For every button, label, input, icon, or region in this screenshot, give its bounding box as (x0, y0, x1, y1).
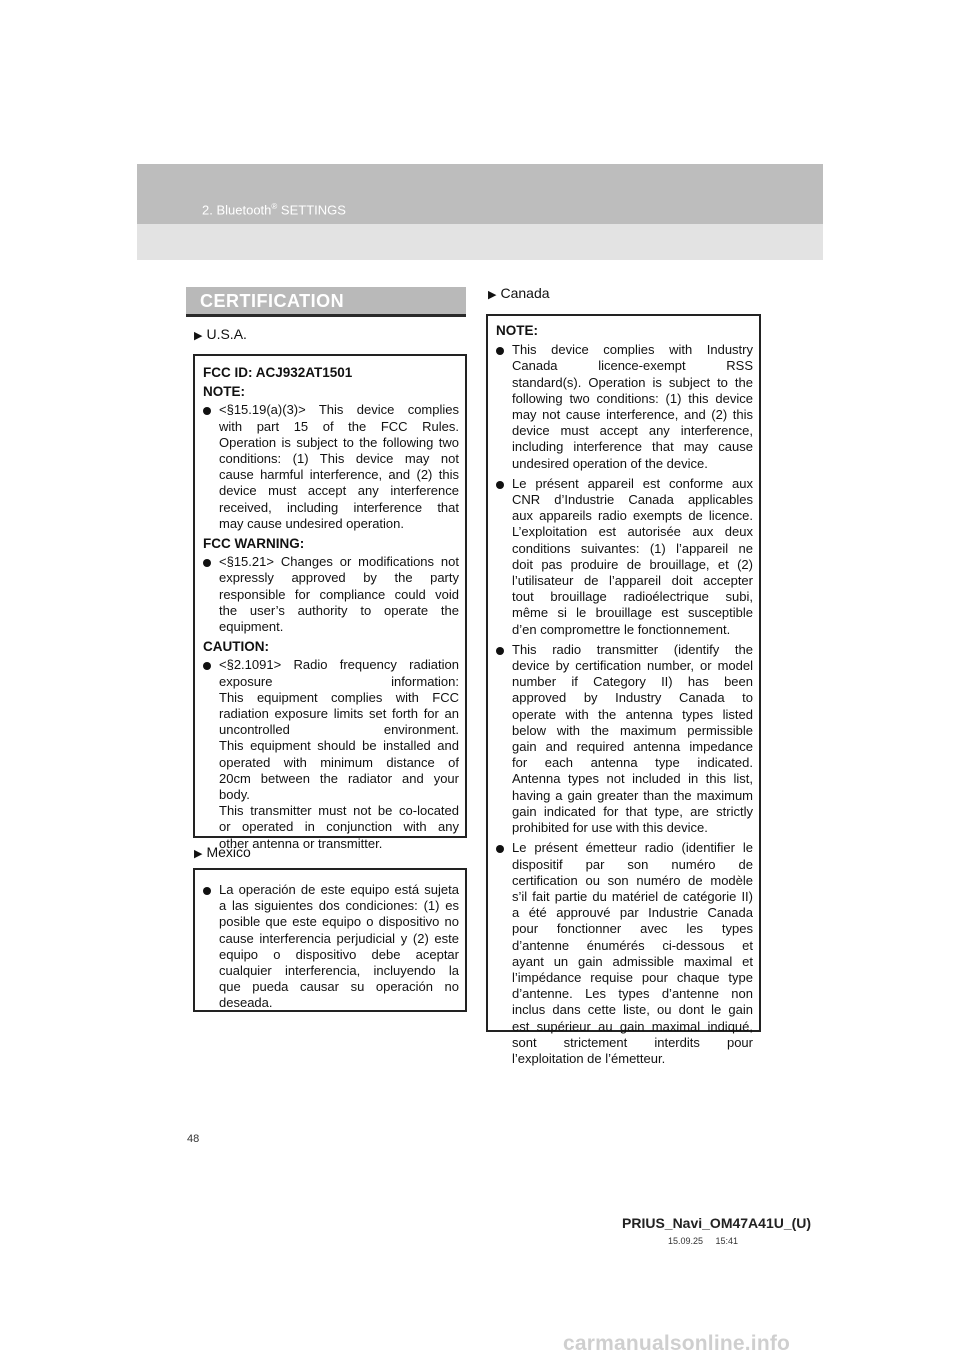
text-line: est supérieur au gain maximal indiqué, (512, 1018, 753, 1034)
text-line: the user’s authority to operate the (219, 602, 459, 618)
text-line: CNR d’Industrie Canada applicables (512, 492, 753, 508)
text-line: device must accept any interference (219, 483, 459, 499)
triangle-right-icon: ▶ (194, 330, 203, 342)
bullet-icon (496, 481, 504, 489)
bullet-icon (203, 662, 211, 670)
list-item (203, 882, 459, 1012)
text-line: a las siguientes dos condiciones: (1) es (219, 898, 459, 914)
bullet-icon (496, 647, 504, 655)
text-line: l’impédance requise pour chaque type (512, 969, 753, 985)
text-line: body. (219, 787, 250, 803)
text-line: prohibited for use with this device. (512, 820, 708, 836)
caution-label: CAUTION: (203, 639, 269, 655)
canada-items (496, 342, 753, 1067)
text-line: s’il fait partie du matériel de catégorie II) (512, 888, 753, 904)
list-item (203, 657, 459, 851)
bullet-icon (203, 887, 211, 895)
text-line: Le présent émetteur radio (identifier le (512, 840, 753, 856)
item-lines (219, 402, 459, 532)
text-line: number if Category II) has been (512, 674, 753, 690)
text-line: inclus dans cette liste, ou dont le gain (512, 1002, 753, 1018)
text-line: approved by Industry Canada to (512, 690, 753, 706)
triangle-right-icon: ▶ (488, 289, 497, 301)
text-line: que pueda causar su operación no (219, 979, 459, 995)
item-lines (219, 554, 459, 635)
text-line: <§15.21> Changes or modifications not (219, 554, 459, 570)
text-line: uncontrolled environment. (219, 722, 459, 738)
item-lines (512, 342, 753, 472)
chapter-title (202, 202, 346, 217)
region-heading-canada (488, 285, 550, 301)
text-line: This transmitter must not be co-located (219, 803, 459, 819)
bullet-icon (203, 559, 211, 567)
text-line: L’exploitation est autorisée aux deux (512, 524, 753, 540)
registered-mark: ® (271, 202, 278, 211)
text-line: certification ou son numéro de modèle (512, 872, 753, 888)
region-label: Mexico (206, 844, 251, 860)
text-line: l’exploitation de l’émetteur. (512, 1050, 666, 1066)
text-line: radiation exposure limits set forth for an (219, 706, 459, 722)
text-line: l’utilisateur de l’appareil doit accepter (512, 573, 753, 589)
chapter-suffix: SETTINGS (277, 202, 346, 218)
text-line: doit pas produire de brouillage, et (2) (512, 556, 753, 572)
timestamp: 15.09.25 15:41 (668, 1236, 739, 1246)
region-heading-usa (194, 326, 247, 342)
text-line: expressly approved by the party (219, 570, 459, 586)
text-line: Le présent appareil est conforme aux (512, 475, 753, 491)
section-title: CERTIFICATION (200, 291, 345, 311)
text-line: may cause undesired operation. (219, 515, 405, 531)
list-item (496, 342, 753, 472)
document-code: PRIUS_Navi_OM47A41U_(U) (622, 1215, 812, 1231)
item-lines (512, 642, 753, 836)
text-line: Operation is subject to the following two (219, 434, 459, 450)
text-line: undesired operation of the device. (512, 455, 708, 471)
triangle-right-icon: ▶ (194, 848, 203, 860)
text-line: received, including interference that (219, 499, 459, 515)
chapter-prefix: 2. Bluetooth (202, 202, 272, 218)
item-lines (219, 657, 459, 851)
usa-cert-box (193, 354, 467, 851)
item-lines (219, 882, 459, 1012)
text-line: This radio transmitter (identify the (512, 641, 753, 657)
item-lines (512, 476, 753, 638)
text-line: cause harmful interference, and (2) this (219, 467, 459, 483)
text-line: cause interferencia perjudicial y (2) este (219, 930, 459, 946)
mexico-cert-box (193, 868, 467, 1012)
text-line: gain indicated for that type, are strictly (512, 803, 753, 819)
text-line: tout brouillage radioélectrique subi, (512, 589, 753, 605)
text-line: including interference that may cause (512, 439, 753, 455)
text-line: for each antenna type indicated. (512, 755, 753, 771)
bullet-icon (496, 347, 504, 355)
text-line: exposure information: (219, 673, 459, 689)
bullet-icon (496, 845, 504, 853)
text-line: following two conditions: (1) this device (512, 390, 753, 406)
text-line: below with the maximum permissible (512, 722, 753, 738)
watermark: carmanualsonline.info (563, 1332, 791, 1355)
text-line: d’antenne énumérés ci-dessous et (512, 937, 753, 953)
text-line: Canada licence-exempt RSS (512, 358, 753, 374)
text-line: equipo o dispositivo debe aceptar (219, 946, 459, 962)
text-line: This equipment should be installed and (219, 738, 459, 754)
text-line: La operación de este equipo está sujeta (219, 882, 459, 897)
text-line: même si le brouillage est susceptible (512, 605, 753, 621)
text-line: device by certification number, or model (512, 658, 753, 674)
text-line: cualquier interferencia, incluyendo la (219, 963, 459, 979)
fcc-id-label: FCC ID: ACJ932AT1501 (203, 365, 353, 380)
text-line: standard(s). Operation is subject to the (512, 374, 753, 390)
list-item (203, 402, 459, 532)
text-line: This device complies with Industry (512, 342, 753, 358)
text-line: pour fonctionner avec les types (512, 921, 753, 937)
text-line: aux appareils radio exempts de licence. (512, 508, 753, 524)
text-line: conditions suivantes: (1) l’appareil ne (512, 540, 753, 556)
bullet-icon (203, 407, 211, 415)
text-line: other antenna or transmitter. (219, 835, 383, 851)
list-item (496, 476, 753, 638)
note-label: NOTE: (496, 323, 538, 338)
text-line: <§2.1091> Radio frequency radiation (219, 657, 459, 673)
text-line: gain and required antenna impedance (512, 739, 753, 755)
canada-cert-box (486, 314, 761, 1066)
fcc-warning-label: FCC WARNING: (203, 536, 305, 552)
text-line: operated with minimum distance of (219, 754, 459, 770)
region-label: U.S.A. (206, 326, 247, 342)
text-line: or operated in conjunction with any (219, 819, 459, 835)
item-lines (512, 840, 753, 1067)
text-line: having a gain greater than the maximum (512, 787, 753, 803)
text-line: device must accept any interference, (512, 423, 753, 439)
note-label: NOTE: (203, 384, 245, 400)
text-line: d’antenne. Les types d’antenne non (512, 986, 753, 1002)
text-line: a été approuvé par Industrie Canada (512, 905, 753, 921)
list-item (203, 554, 459, 635)
text-line: deseada. (219, 995, 273, 1011)
list-item (496, 840, 753, 1067)
text-line: Antenna types not included in this list, (512, 771, 753, 787)
text-line: <§15.19(a)(3)> This device complies (219, 402, 459, 418)
section-heading (186, 287, 466, 317)
text-line: conditions: (1) This device may not (219, 451, 459, 467)
text-line: ayant un gain admissible maximal et (512, 953, 753, 969)
list-item (496, 642, 753, 836)
text-line: operate with the antenna types listed (512, 706, 753, 722)
text-line: dispositif par son numéro de (512, 856, 753, 872)
page-number: 48 (187, 1133, 200, 1145)
region-label: Canada (500, 285, 550, 301)
text-line: equipment. (219, 619, 284, 635)
text-line: 20cm between the radiator and your (219, 770, 459, 786)
region-heading-mexico (194, 844, 251, 860)
text-line: sont strictement interdits pour (512, 1034, 753, 1050)
text-line: d’en compromettre le fonctionnement. (512, 621, 731, 637)
text-line: with part 15 of the FCC Rules. (219, 418, 459, 434)
text-line: This equipment complies with FCC (219, 689, 459, 705)
text-line: responsible for compliance could void (219, 586, 459, 602)
text-line: posible que este equipo o dispositivo no (219, 914, 459, 930)
text-line: may not cause interference, and (2) this (512, 407, 753, 423)
